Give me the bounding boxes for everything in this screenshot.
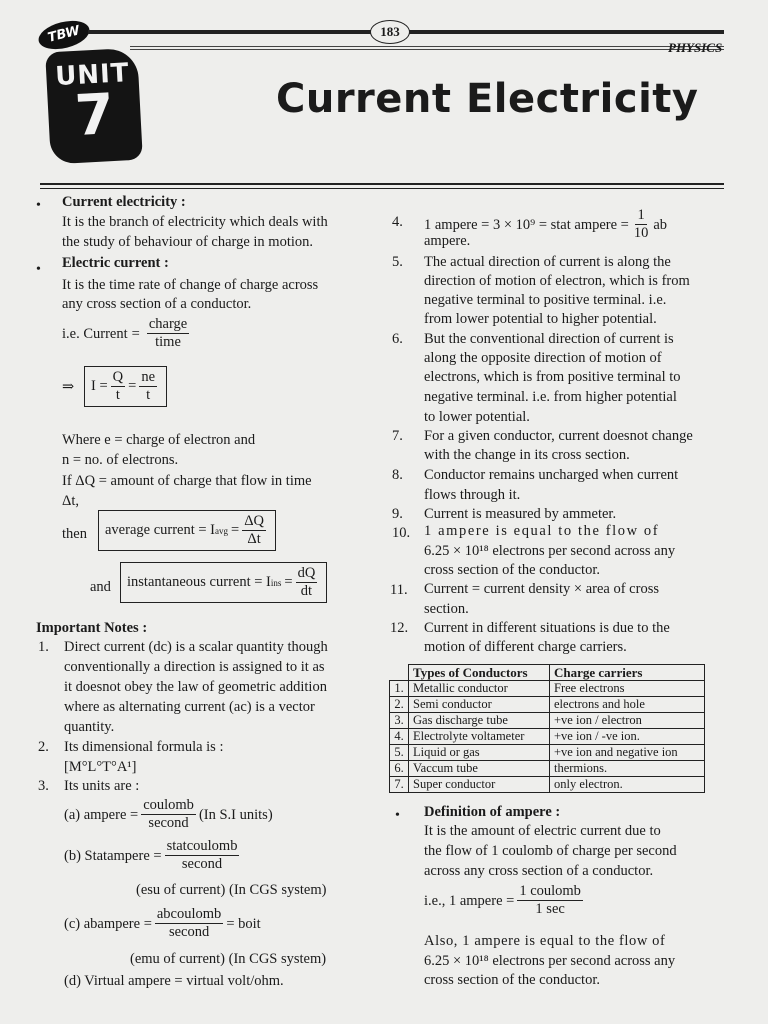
paragraph-line: Also, 1 ampere is equal to the flow of xyxy=(424,933,666,949)
header-rule-thin xyxy=(130,46,724,47)
charge-carriers-table xyxy=(389,664,705,793)
table-cell: 7. xyxy=(390,777,409,793)
table-cell: only electron. xyxy=(550,777,705,793)
equation-label: i.e. Current xyxy=(62,325,128,342)
unit-label: (a) ampere = xyxy=(64,806,139,823)
numerator: dQ xyxy=(297,565,316,581)
paragraph-line: Conductor remains uncharged when current xyxy=(424,467,679,483)
table-cell: Liquid or gas xyxy=(409,745,550,761)
table-row xyxy=(390,745,705,761)
fraction xyxy=(165,838,240,873)
table-cell: 1. xyxy=(390,681,409,697)
unit-note: (emu of current) (In CGS system) xyxy=(130,951,327,967)
paragraph-line: It is the branch of electricity which deals with xyxy=(62,214,328,230)
equation-label: I = xyxy=(91,378,108,394)
publisher-logo: TBW xyxy=(36,16,93,54)
denominator: dt xyxy=(300,583,313,599)
list-number: 10. xyxy=(392,525,411,541)
paragraph-line: n = no. of electrons. xyxy=(62,452,179,468)
equation-label: i.e., 1 ampere = xyxy=(424,892,515,909)
fraction xyxy=(517,883,583,918)
fraction xyxy=(242,513,266,548)
bullet: • xyxy=(36,262,41,277)
paragraph-line: flows through it. xyxy=(424,487,521,503)
table-row xyxy=(390,697,705,713)
paragraph-line: It is the amount of electric current due to xyxy=(424,823,661,839)
table-cell: electrons and hole xyxy=(550,697,705,713)
numerator: coulomb xyxy=(143,797,194,813)
paragraph-line: motion of different charge carriers. xyxy=(424,639,627,655)
paragraph-line: Current = current density × area of cross xyxy=(424,581,659,597)
list-number: 7. xyxy=(392,428,403,444)
equation-label: 1 ampere = 3 × 10⁹ = stat ampere = xyxy=(424,216,629,233)
list-number: 9. xyxy=(392,506,403,522)
table-cell: +ve ion and negative ion xyxy=(550,745,705,761)
paragraph-line: where as alternating current (ac) is a vector xyxy=(64,699,315,715)
paragraph-line: along the opposite direction of motion of xyxy=(424,350,662,366)
table-header-cell xyxy=(390,665,409,681)
paragraph-line: with the change in its cross section. xyxy=(424,447,630,463)
unit-note: = boit xyxy=(226,915,261,932)
paragraph-line: and xyxy=(90,579,111,595)
table-cell: 5. xyxy=(390,745,409,761)
table-cell: 4. xyxy=(390,729,409,745)
table-row xyxy=(390,681,705,697)
fraction xyxy=(141,797,196,832)
list-number: 12. xyxy=(390,620,409,636)
paragraph-line: Where e = charge of electron and xyxy=(62,432,256,448)
boxed-equation-current: I = $\frac{Q}{t}$ = $\frac{ne}{t}$ xyxy=(84,366,167,407)
denominator: 10 xyxy=(633,225,649,241)
table-row xyxy=(390,761,705,777)
fraction xyxy=(155,906,223,941)
denominator: second xyxy=(181,856,223,872)
numerator: statcoulomb xyxy=(166,838,238,854)
paragraph-line: ampere. xyxy=(424,233,471,249)
table-cell: thermions. xyxy=(550,761,705,777)
paragraph-line: across any cross section of a conductor. xyxy=(424,863,654,879)
equation-current: i.e. Current = $\frac{\text{charge}}{\text{time}}$ xyxy=(62,316,188,350)
unit-virtual-ampere: (d) Virtual ampere = virtual volt/ohm. xyxy=(64,973,284,989)
unit-note: ab xyxy=(653,216,668,233)
list-number: 4. xyxy=(392,214,403,230)
paragraph-line: 1 ampere is equal to the flow of xyxy=(424,523,660,539)
paragraph-line: to lower potential. xyxy=(424,409,530,425)
paragraph-line: section. xyxy=(424,601,469,617)
numerator: abcoulomb xyxy=(156,906,222,922)
table-header-cell: Charge carriers xyxy=(550,665,705,681)
list-number: 8. xyxy=(392,467,403,483)
paragraph-line: direction of motion of electron, which is from xyxy=(424,273,690,289)
table-cell: Electrolyte voltameter xyxy=(409,729,550,745)
denominator: 1 sec xyxy=(535,901,565,917)
unit-statampere xyxy=(64,838,242,873)
equation-label: instantaneous current = I xyxy=(127,574,271,590)
unit-number: 7 xyxy=(73,82,116,149)
paragraph-line: 6.25 × 10¹⁸ electrons per second across any xyxy=(424,543,676,559)
numerator: Q xyxy=(112,369,124,385)
paragraph-line: any cross section of a conductor. xyxy=(62,296,252,312)
paragraph-line: Δt, xyxy=(62,493,79,509)
fraction xyxy=(147,316,189,351)
denominator: t xyxy=(146,387,151,403)
table-cell: Super conductor xyxy=(409,777,550,793)
table-cell: Semi conductor xyxy=(409,697,550,713)
paragraph-line: negative terminal to positive terminal. i.e. xyxy=(424,292,667,308)
fraction xyxy=(139,369,157,404)
table-cell: Metallic conductor xyxy=(409,681,550,697)
section-rule xyxy=(40,183,724,185)
unit-badge xyxy=(45,48,143,165)
table-header-row xyxy=(390,665,705,681)
table-cell: Free electrons xyxy=(550,681,705,697)
table-cell: 2. xyxy=(390,697,409,713)
unit-label: (c) abampere = xyxy=(64,915,152,932)
table-row xyxy=(390,713,705,729)
list-number: 11. xyxy=(390,582,408,598)
list-number: 5. xyxy=(392,254,403,270)
page-title: Current Electricity xyxy=(276,76,699,122)
paragraph-line: cross section of the conductor. xyxy=(424,562,600,578)
numerator: ΔQ xyxy=(244,513,264,529)
heading-important-notes: Important Notes : xyxy=(36,620,148,636)
table-row xyxy=(390,777,705,793)
table-cell: Gas discharge tube xyxy=(409,713,550,729)
header-rule-thin xyxy=(130,49,724,50)
table-cell: 3. xyxy=(390,713,409,729)
equation-label: average current = I xyxy=(105,522,216,538)
paragraph-line: the study of behaviour of charge in motion. xyxy=(62,234,314,250)
paragraph-line: Current is measured by ammeter. xyxy=(424,506,617,522)
paragraph-line: electrons, which is from positive terminal to xyxy=(424,369,681,385)
numerator: 1 coulomb xyxy=(519,883,581,899)
denominator: t xyxy=(115,387,120,403)
dimensional-formula: [M°L°T°A¹] xyxy=(64,759,137,775)
denominator: second xyxy=(168,924,210,940)
numerator: charge xyxy=(148,316,188,332)
list-number: 3. xyxy=(38,778,49,794)
table-header-cell: Types of Conductors xyxy=(409,665,550,681)
ampere-definition-equation xyxy=(424,883,586,918)
unit-word: UNIT xyxy=(54,58,131,92)
table-cell: Vaccum tube xyxy=(409,761,550,777)
heading-definition-of-ampere: Definition of ampere : xyxy=(424,804,561,820)
list-number: 6. xyxy=(392,331,403,347)
paragraph-line: negative terminal. i.e. from higher potential xyxy=(424,389,677,405)
unit-abampere xyxy=(64,906,261,941)
numerator: 1 xyxy=(637,207,645,223)
list-number: 2. xyxy=(38,739,49,755)
subscript: ins xyxy=(270,577,282,588)
table-cell: +ve ion / -ve ion. xyxy=(550,729,705,745)
unit-note: (esu of current) (In CGS system) xyxy=(136,882,327,898)
denominator: time xyxy=(155,334,181,350)
section-rule xyxy=(40,188,724,189)
paragraph-line: If ΔQ = amount of charge that flow in time xyxy=(62,473,312,489)
paragraph-line: Its dimensional formula is : xyxy=(64,739,224,755)
paragraph-line: Its units are : xyxy=(64,778,140,794)
unit-label: (b) Statampere = xyxy=(64,847,162,864)
paragraph-line: then xyxy=(62,526,87,542)
heading-current-electricity: Current electricity : xyxy=(62,194,186,210)
implies-symbol: ⇒ xyxy=(62,379,75,395)
paragraph-line: from lower potential to higher potential. xyxy=(424,311,657,327)
denominator: Δt xyxy=(247,531,261,547)
heading-electric-current: Electric current : xyxy=(62,255,169,271)
paragraph-line: cross section of the conductor. xyxy=(424,972,600,988)
boxed-equation-instantaneous-current: instantaneous current = I ins = $\frac{dQ}{dt}$ xyxy=(120,562,327,603)
paragraph-line: For a given conductor, current doesnot change xyxy=(424,428,693,444)
paragraph-line: The actual direction of current is along the xyxy=(424,254,671,270)
bullet: • xyxy=(36,198,41,213)
fraction xyxy=(632,207,651,242)
paragraph-line: Direct current (dc) is a scalar quantity though xyxy=(64,639,328,655)
paragraph-line: it doesnot obey the law of geometric addition xyxy=(64,679,327,695)
denominator: second xyxy=(148,815,189,831)
numerator: ne xyxy=(141,369,155,385)
paragraph-line: conventionally a direction is assigned to it as xyxy=(64,659,325,675)
table-row xyxy=(390,729,705,745)
paragraph-line: Current in different situations is due to the xyxy=(424,620,670,636)
fraction xyxy=(296,565,318,600)
boxed-equation-average-current: average current = I avg = $\frac{\Delta Q}{\Delta t}$ xyxy=(98,510,276,551)
list-number: 1. xyxy=(38,639,49,655)
paragraph-line: But the conventional direction of current is xyxy=(424,331,674,347)
table-cell: 6. xyxy=(390,761,409,777)
paragraph-line: It is the time rate of change of charge across xyxy=(62,277,319,293)
unit-ampere xyxy=(64,797,273,832)
paragraph-line: 6.25 × 10¹⁸ electrons per second across any xyxy=(424,953,676,969)
fraction xyxy=(111,369,125,404)
page-number: 183 xyxy=(370,20,410,44)
bullet: • xyxy=(395,808,400,823)
subscript: avg xyxy=(215,525,229,536)
table-cell: +ve ion / electron xyxy=(550,713,705,729)
paragraph-line: quantity. xyxy=(64,719,115,735)
unit-note: (In S.I units) xyxy=(198,806,273,823)
paragraph-line: the flow of 1 coulomb of charge per second xyxy=(424,843,677,859)
subject-label: PHYSICS xyxy=(668,40,723,55)
